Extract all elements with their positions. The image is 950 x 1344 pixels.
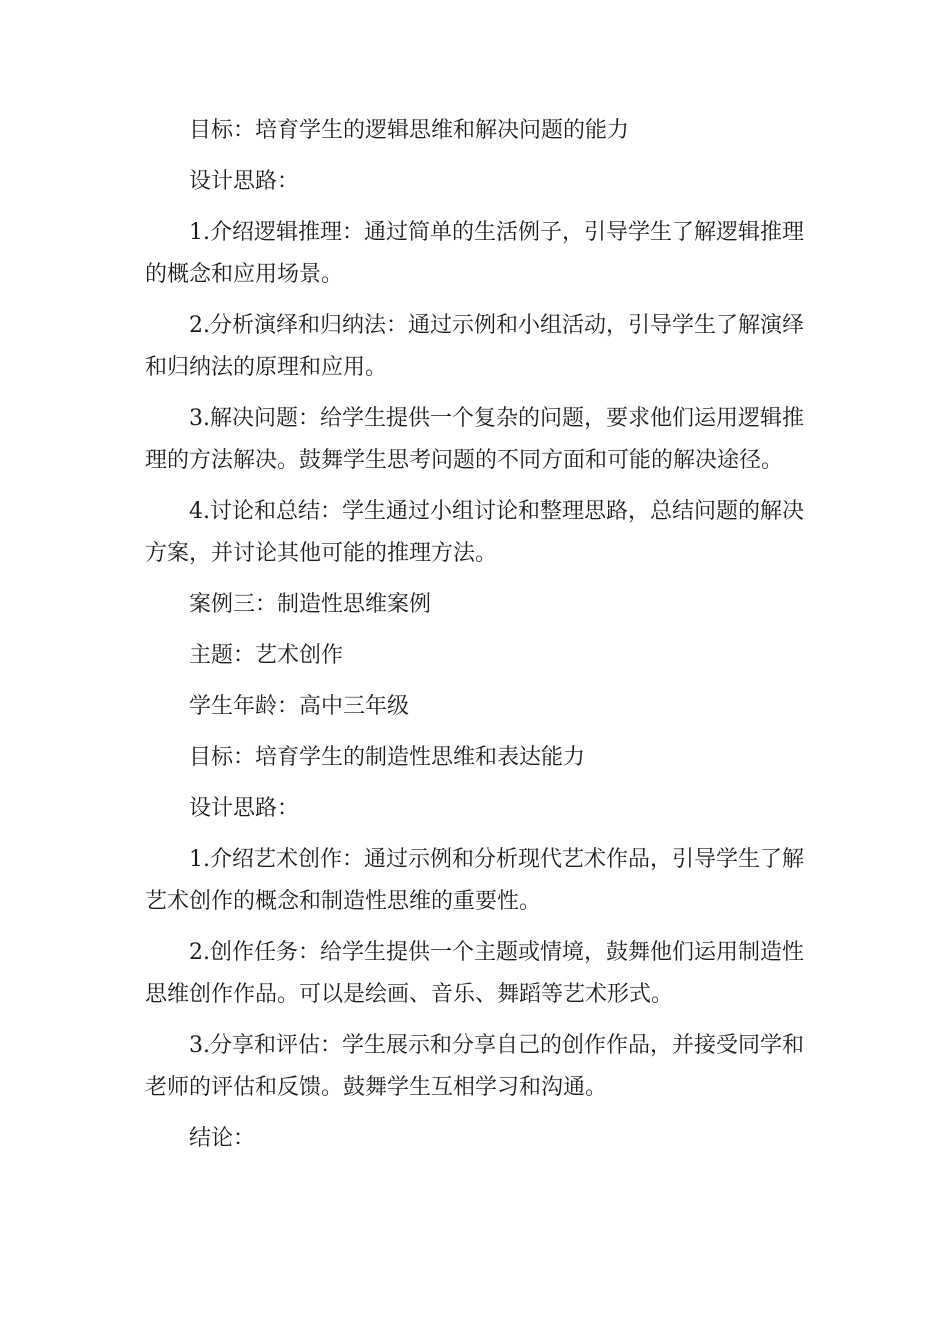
design-heading: 设计思路：: [189, 796, 300, 821]
topic-line: 主题：艺术创作: [189, 643, 344, 668]
step-paragraph: 1.介绍逻辑推理：通过简单的生活例子，引导学生了解逻辑推理的概念和应用场景。: [145, 220, 804, 287]
step-paragraph: 1.介绍艺术创作：通过示例和分析现代艺术作品，引导学生了解艺术创作的概念和制造性思维的重要性。: [145, 847, 804, 914]
design-heading: 设计思路：: [189, 169, 300, 194]
goal-paragraph: 目标：培育学生的制造性思维和表达能力: [189, 745, 586, 770]
document-body: [145, 110, 810, 1169]
case-title: 案例三：制造性思维案例: [189, 592, 432, 617]
step-paragraph: 2.创作任务：给学生提供一个主题或情境，鼓舞他们运用制造性思维创作作品。可以是绘画、音乐、舞蹈等艺术形式。: [145, 940, 804, 1007]
student-age-line: 学生年龄：高中三年级: [189, 694, 410, 719]
conclusion-heading: 结论：: [189, 1126, 256, 1151]
step-paragraph: 3.解决问题：给学生提供一个复杂的问题，要求他们运用逻辑推理的方法解决。鼓舞学生思考问题的不同方面和可能的解决途径。: [145, 406, 804, 473]
goal-paragraph: 目标：培育学生的逻辑思维和解决问题的能力: [189, 118, 630, 143]
step-paragraph: 3.分享和评估：学生展示和分享自己的创作作品，并接受同学和老师的评估和反馈。鼓舞学生互相学习和沟通。: [145, 1033, 804, 1100]
step-paragraph: 4.讨论和总结：学生通过小组讨论和整理思路，总结问题的解决方案，并讨论其他可能的推理方法。: [145, 499, 804, 566]
step-paragraph: 2.分析演绎和归纳法：通过示例和小组活动，引导学生了解演绎和归纳法的原理和应用。: [145, 313, 804, 380]
